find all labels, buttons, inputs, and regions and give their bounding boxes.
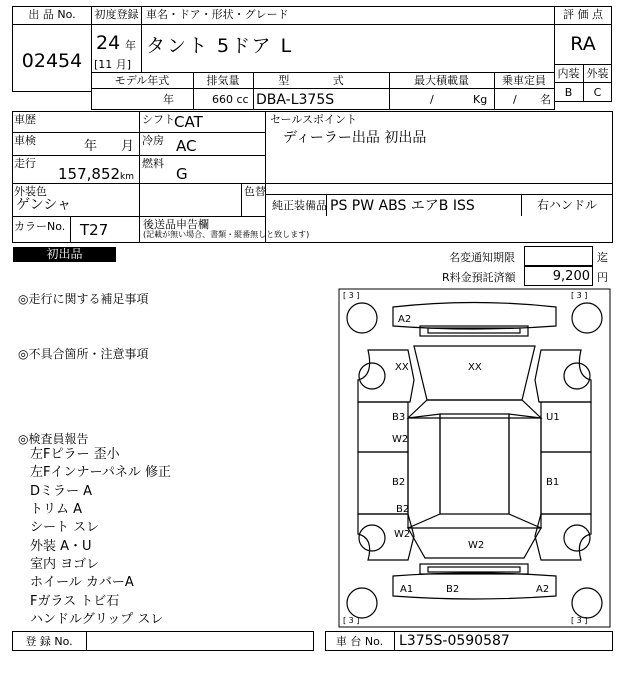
car-name: タント 5ドア L [146,35,294,57]
inspector-item: ハンドルグリップ スレ [30,612,164,627]
color-number-label: カラーNo. [14,220,66,233]
type-value: DBA-L375S [256,92,335,108]
displacement-value: 660 cc [212,93,249,106]
registration-number-label: 登 録 No. [25,635,73,648]
wheel-icon [347,303,377,333]
rating-label: 評 価 点 [563,8,603,21]
name-change-box [524,246,593,266]
color-swap-label: 色替 [244,185,266,198]
corner-label-bottom-left: [ 3 ] [343,616,360,625]
inspector-item: Dミラー A [30,484,93,499]
inspector-item: 室内 ヨゴレ [30,557,100,572]
chassis-number: L375S-0590587 [399,633,510,649]
mileage-unit: km [120,172,134,182]
damage-mark-left-rear-door: B2 [392,477,406,488]
wheel-icon [347,588,377,618]
damage-mark-left-rear-fender: B2 [396,504,410,515]
displacement-label: 排気量 [206,74,240,87]
options-value: PS PW ABS エアB ISS [330,198,475,214]
sales-point: ディーラー出品 初出品 [283,130,427,146]
registration-month: [11 月] [94,58,132,71]
damage-mark-hood-left: XX [395,362,409,373]
max-load-unit: Kg [473,93,488,106]
fuel-value: G [176,165,188,183]
inspection-year: 年 [84,139,98,154]
first-listing-badge: 初出品 [13,247,116,262]
driving-notes-title: ◎走行に関する補足事項 [18,292,149,306]
inspector-item: トリム A [30,502,83,517]
wheel-icon [572,588,602,618]
damage-mark-rear-bumper-left: A1 [400,584,414,595]
damage-mark-left-front-door-2: W2 [392,434,409,445]
inspector-item: 外装 A・U [30,539,92,554]
damage-mark-rear-bumper-right: A2 [536,584,550,595]
color-number: T27 [80,221,109,239]
name-change-unit: 迄 [597,251,608,264]
damage-mark-hood-center: XX [468,362,482,373]
defects-title: ◎不具合箇所・注意事項 [18,347,149,361]
exterior-grade-label: 外装 [586,67,609,80]
exterior-color-label: 外装色 [14,185,47,198]
fuel-label: 燃料 [142,157,164,170]
recycle-label: R料金預託済額 [442,271,516,284]
rating-value: RA [570,33,596,55]
inspector-title: ◎検査員報告 [18,432,89,446]
recycle-unit: 円 [597,271,608,284]
max-load-label: 最大積載量 [414,74,469,87]
name-change-label: 名変通知期限 [449,251,515,264]
exterior-color: ゲンシャ [16,197,72,213]
damage-mark-right-front-door: U1 [546,412,560,423]
aftermarket-label: 後送品申告欄 [143,218,209,231]
capacity-label: 乗車定員 [502,74,546,87]
aircon-label: 冷房 [142,134,164,147]
model-year-unit: 年 [163,93,174,106]
damage-mark-left-front-door: B3 [392,412,406,423]
registration-year-unit: 年 [125,39,136,52]
car-name-label: 車名・ドア・形状・グレード [146,8,289,21]
interior-grade: B [564,86,573,99]
lot-number: 02454 [21,50,83,72]
capacity-unit: 名 [540,93,551,106]
aircon-value: AC [176,137,197,155]
inspector-item: Fガラス トビ石 [30,594,120,609]
damage-mark-front-bumper: A2 [398,314,412,325]
damage-mark-rear-gate: W2 [468,540,485,551]
mileage-label: 走行 [14,157,36,170]
model-year-label: モデル年式 [114,74,170,87]
registration-year: 24 [96,32,121,54]
damage-mark-left-rear-fender-2: W2 [394,529,411,540]
car-damage-diagram [338,288,611,628]
max-load-separator: / [430,93,434,106]
damage-mark-rear-bumper-center: B2 [446,584,460,595]
capacity-separator: / [513,93,517,106]
recycle-value: 9,200 [552,269,590,284]
options-label: 純正装備品 [272,199,327,212]
inspector-item: ホイール カバーA [30,575,134,590]
inspector-item: シート スレ [30,520,100,535]
type-label: 型 式 [278,74,364,87]
inspector-item: 左Fインナーパネル 修正 [30,465,171,480]
mileage-value: 157,852 [58,165,121,183]
damage-mark-right-rear-door: B1 [546,477,560,488]
inspector-item: 左Fピラー 歪小 [30,447,120,462]
shift-value: CAT [174,113,203,131]
inspection-month: 月 [121,139,135,154]
wheel-icon [572,303,602,333]
exterior-grade: C [593,86,602,99]
shift-label: シフト [142,113,175,126]
sales-point-label: セールスポイント [270,113,358,126]
history-label: 車歴 [14,113,36,126]
corner-label-top-left: [ 3 ] [343,291,360,300]
chassis-number-label: 車 台 No. [335,635,384,648]
lot-number-label: 出 品 No. [28,8,76,21]
interior-grade-label: 内装 [557,67,580,80]
steering-value: 右ハンドル [537,198,598,212]
corner-label-top-right: [ 3 ] [571,291,588,300]
aftermarket-note: (記載が無い場合、書類・縦番無しと致します) [143,230,310,239]
first-registration-label: 初度登録 [94,8,139,21]
corner-label-bottom-right: [ 3 ] [571,616,588,625]
inspection-label: 車検 [14,134,36,147]
